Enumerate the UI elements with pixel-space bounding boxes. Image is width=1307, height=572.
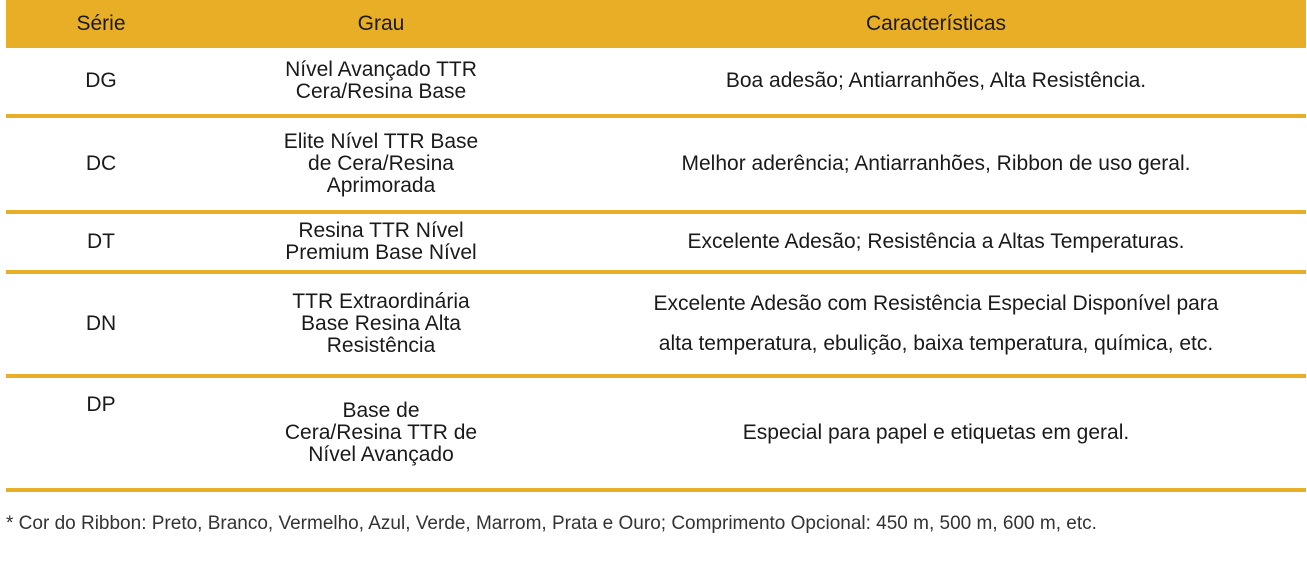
- table-row: [6, 378, 1306, 488]
- grau-line: Nível Avançado TTR: [285, 58, 477, 81]
- caracteristicas-line: Especial para papel e etiquetas em geral.: [742, 421, 1130, 444]
- header-grau: Grau: [357, 12, 405, 35]
- grau-line: Base de: [342, 399, 420, 422]
- grau-line: Resina TTR Nível: [298, 219, 464, 242]
- caracteristicas-line: Melhor aderência; Antiarranhões, Ribbon de uso geral.: [681, 152, 1191, 175]
- grau-line: Resistência: [326, 334, 436, 357]
- table-row: [6, 48, 1306, 114]
- caracteristicas-cell: [566, 48, 1306, 114]
- caracteristicas-line: alta temperatura, ebulição, baixa temperatura, química, etc.: [658, 332, 1214, 355]
- grau-line: Cera/Resina TTR de: [284, 421, 478, 444]
- serie-cell: DT: [87, 230, 115, 253]
- serie-cell: DN: [85, 312, 117, 335]
- grau-cell: [196, 274, 566, 374]
- table-header: [6, 0, 1306, 48]
- caracteristicas-line: Excelente Adesão; Resistência a Altas Temperaturas.: [687, 230, 1185, 253]
- grau-cell: [196, 118, 566, 210]
- grau-cell: [196, 214, 566, 270]
- grau-line: TTR Extraordinária: [292, 290, 470, 313]
- table-row: [6, 118, 1306, 210]
- table-row: [6, 214, 1306, 270]
- serie-cell: DC: [85, 152, 117, 175]
- caracteristicas-line: Boa adesão; Antiarranhões, Alta Resistência.: [725, 69, 1147, 92]
- table-row: [6, 274, 1306, 374]
- grau-line: de Cera/Resina: [308, 152, 454, 175]
- caracteristicas-cell: [566, 118, 1306, 210]
- header-caracteristicas: Características: [865, 12, 1007, 35]
- caracteristicas-cell: [566, 274, 1306, 374]
- caracteristicas-cell: [566, 214, 1306, 270]
- grau-line: Base Resina Alta: [301, 312, 461, 335]
- grau-line: Nível Avançado: [308, 443, 454, 466]
- serie-cell: DG: [85, 69, 117, 92]
- header-serie: Série: [76, 12, 126, 35]
- serie-cell: DP: [86, 393, 116, 416]
- footnote: * Cor do Ribbon: Preto, Branco, Vermelho, Azul, Verde, Marrom, Prata e Ouro; Comprimento Opcional: 450 m, 500 m, 600 m, etc.: [6, 513, 1097, 534]
- grau-line: Cera/Resina Base: [295, 80, 467, 103]
- row-divider: [6, 488, 1306, 492]
- grau-cell: [196, 378, 566, 488]
- grau-line: Aprimorada: [326, 174, 436, 197]
- caracteristicas-cell: [566, 378, 1306, 488]
- grau-line: Premium Base Nível: [285, 241, 477, 264]
- grau-line: Elite Nível TTR Base: [283, 130, 479, 153]
- grau-cell: [196, 48, 566, 114]
- caracteristicas-line: Excelente Adesão com Resistência Especial Disponível para: [653, 292, 1219, 315]
